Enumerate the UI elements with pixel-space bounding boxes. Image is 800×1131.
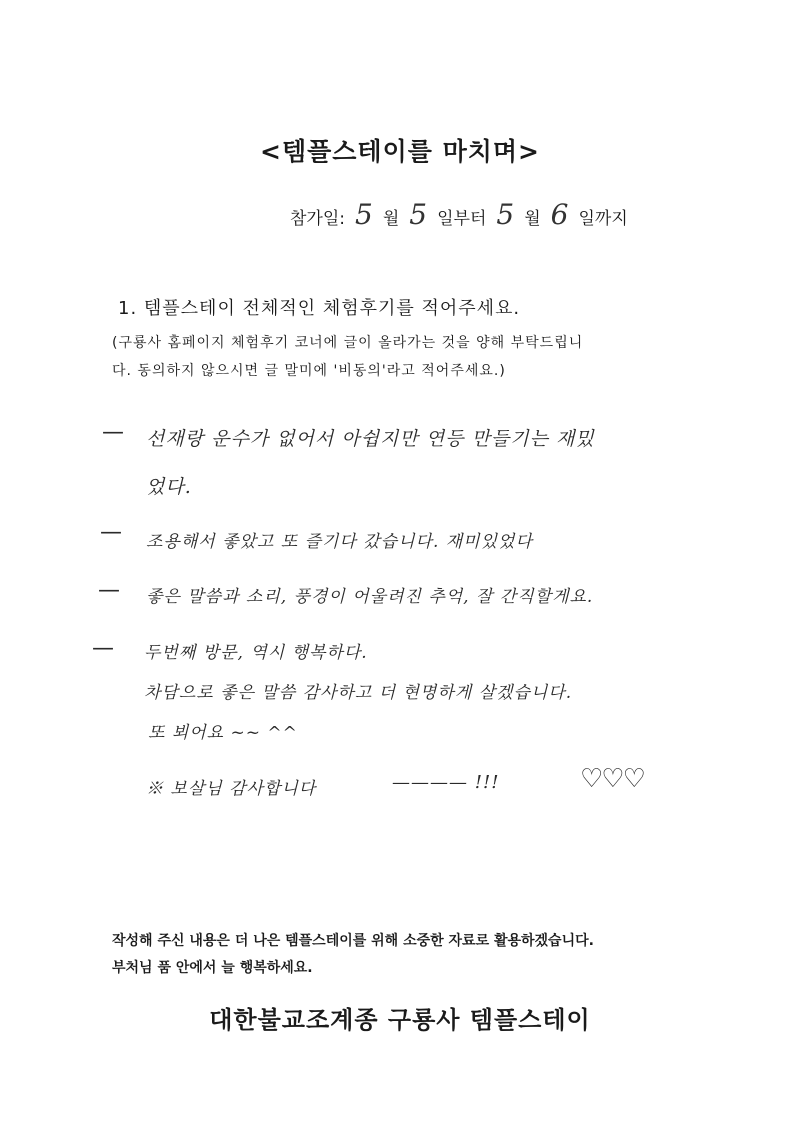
entry-bullet: — (92, 636, 114, 661)
footer-thanks-line2: 부처님 품 안에서 늘 행복하세요. (112, 960, 313, 976)
from-label: 일부터 (437, 209, 487, 229)
review-entry-4-line2: 차담으로 좋은 말씀 감사하고 더 현명하게 살겠습니다. (144, 683, 573, 703)
end-day-value: 6 (550, 198, 569, 231)
footer-thanks-line1: 작성해 주신 내용은 더 나은 템플스테이를 위해 소중한 자료로 활용하겠습니다. (112, 933, 594, 949)
entry-bullet: — (98, 578, 120, 603)
review-entry-5: ※ 보살님 감사합니다 (146, 779, 317, 799)
review-entry-1-line2: 었다. (146, 476, 192, 498)
review-entry-5-exclaim: ———— !!! (392, 772, 500, 793)
review-entry-4-line1: 두번째 방문, 역시 행복하다. (144, 643, 368, 663)
review-entry-3: 좋은 말씀과 소리, 풍경이 어울려진 추억, 잘 간직할게요. (146, 587, 594, 607)
dates-label: 참가일: (290, 209, 345, 229)
question-title: 1. 템플스테이 전체적인 체험후기를 적어주세요. (118, 298, 521, 319)
page-title: <템플스테이를 마치며> (260, 137, 540, 166)
review-entry-1-line1: 선재랑 운수가 없어서 아쉽지만 연등 만들기는 재밌 (146, 428, 595, 450)
entry-bullet: — (102, 420, 124, 445)
start-month-value: 5 (355, 198, 373, 231)
month-unit-label: 월 (382, 209, 400, 229)
entry-bullet: — (100, 520, 122, 545)
start-day-value: 5 (409, 198, 428, 231)
month-unit-label-2: 월 (524, 209, 541, 229)
consent-note-line1: (구룡사 홈페이지 체험후기 코너에 글이 올라가는 것을 양해 부탁드립니 (112, 335, 584, 351)
consent-note-line2: 다. 동의하지 않으시면 글 말미에 '비동의'라고 적어주세요.) (112, 363, 506, 379)
heart-doodles: ♡♡♡ (580, 764, 644, 794)
until-label: 일까지 (578, 209, 628, 229)
organization-name: 대한불교조계종 구룡사 템플스테이 (209, 1006, 591, 1034)
review-entry-4-line3: 또 뵈어요 ~~ ^^ (148, 723, 298, 743)
participation-dates (290, 198, 628, 231)
end-month-value: 5 (496, 198, 515, 231)
review-entry-2: 조용해서 좋았고 또 즐기다 갔습니다. 재미있었다 (146, 532, 533, 552)
